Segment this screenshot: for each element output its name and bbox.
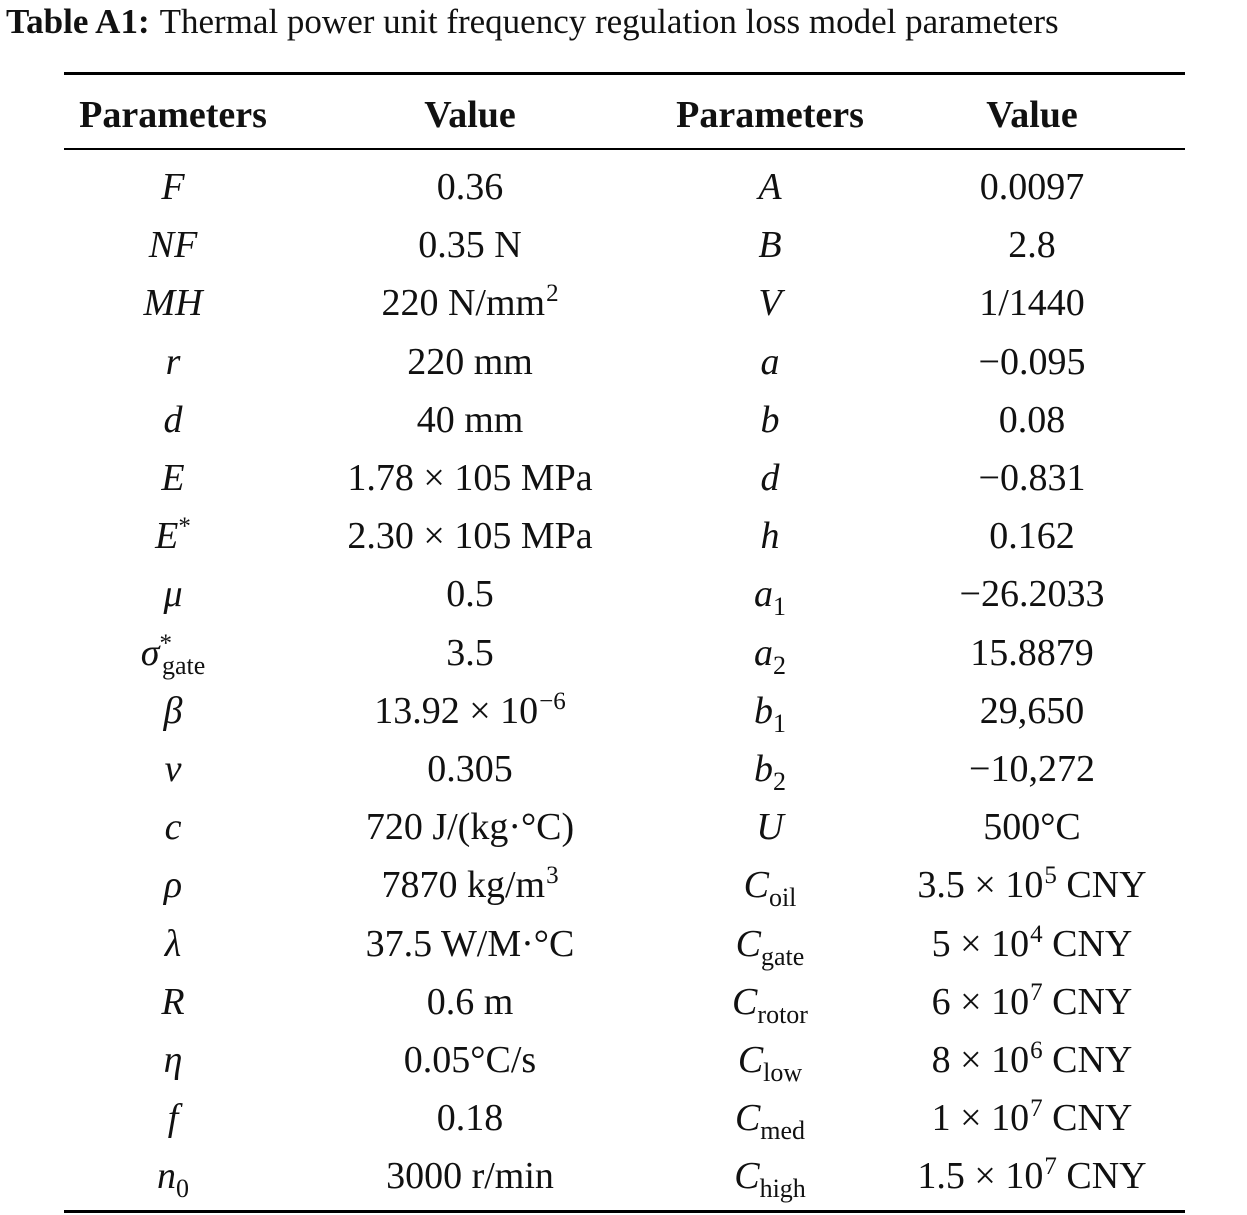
parameter-cell-base: h bbox=[760, 515, 780, 558]
value-cell-base: 6 × 10 bbox=[931, 980, 1030, 1023]
parameter-cell bbox=[64, 856, 282, 914]
value-cell bbox=[282, 565, 658, 623]
parameter-cell bbox=[64, 682, 282, 740]
parameter-cell bbox=[658, 682, 882, 740]
parameter-cell bbox=[64, 1147, 282, 1205]
value-cell bbox=[282, 973, 658, 1031]
value-cell-tail: CNY bbox=[1042, 1039, 1133, 1081]
value-cell-sup: 3 bbox=[546, 862, 559, 890]
parameter-cell bbox=[64, 449, 282, 507]
table-row bbox=[64, 740, 1185, 798]
value-cell bbox=[882, 682, 1182, 740]
column-header-value-1: Value bbox=[424, 94, 516, 136]
parameter-cell-sub: 0 bbox=[176, 1174, 189, 1204]
table-row bbox=[64, 216, 1185, 274]
value-cell-base: 220 mm bbox=[407, 340, 533, 383]
parameter-cell-base: β bbox=[163, 689, 183, 732]
table-row bbox=[64, 1147, 1185, 1205]
value-cell bbox=[882, 158, 1182, 216]
value-cell-base: 15.8879 bbox=[970, 631, 1094, 674]
table-row bbox=[64, 856, 1185, 914]
parameter-cell-base: c bbox=[164, 806, 182, 849]
column-header-parameters-1: Parameters bbox=[79, 94, 267, 136]
table-row bbox=[64, 915, 1185, 973]
value-cell-base: −10,272 bbox=[969, 748, 1095, 790]
value-cell-tail: CNY bbox=[1056, 864, 1147, 907]
value-cell-base: 0.162 bbox=[989, 515, 1075, 558]
parameter-cell-base: η bbox=[163, 1039, 183, 1081]
value-cell-base: 3.5 bbox=[446, 631, 494, 674]
parameter-cell bbox=[64, 216, 282, 274]
value-cell-base: −0.831 bbox=[978, 457, 1086, 499]
value-cell bbox=[282, 798, 658, 856]
value-cell-sup: 2 bbox=[546, 280, 559, 308]
parameter-cell bbox=[658, 624, 882, 682]
parameter-cell-base: b bbox=[760, 398, 780, 441]
table-caption-label: Table A1: bbox=[6, 2, 150, 41]
table-caption-text: Thermal power unit frequency regulation loss model parameters bbox=[159, 2, 1059, 41]
table-top-rule bbox=[64, 72, 1185, 75]
value-cell-sup: 6 bbox=[1030, 1037, 1043, 1064]
table-row bbox=[64, 973, 1185, 1031]
table-row bbox=[64, 1031, 1185, 1089]
value-cell bbox=[882, 856, 1182, 914]
parameter-cell-sub: 2 bbox=[773, 767, 786, 796]
value-cell-base: 0.18 bbox=[436, 1097, 504, 1140]
parameter-cell-base: C bbox=[734, 1097, 761, 1140]
parameter-cell-base: ν bbox=[164, 748, 182, 790]
value-cell-sup: 7 bbox=[1030, 978, 1043, 1006]
parameter-cell-base: f bbox=[167, 1097, 179, 1140]
value-cell-base: 29,650 bbox=[979, 689, 1085, 732]
table-row bbox=[64, 274, 1185, 332]
value-cell-base: 3.5 × 10 bbox=[917, 864, 1044, 907]
table-row bbox=[64, 798, 1185, 856]
parameter-cell bbox=[658, 158, 882, 216]
parameter-cell-base: C bbox=[737, 1039, 764, 1081]
parameter-cell bbox=[64, 1089, 282, 1147]
parameter-cell bbox=[658, 1031, 882, 1089]
column-header-value-2: Value bbox=[986, 94, 1078, 136]
parameter-cell-base: d bbox=[163, 398, 183, 441]
parameter-cell-sub: 2 bbox=[773, 650, 786, 680]
parameter-cell-base: C bbox=[743, 864, 769, 907]
parameter-cell-sub: 1 bbox=[773, 592, 786, 622]
parameter-cell-base: a bbox=[754, 631, 773, 674]
value-cell bbox=[282, 216, 658, 274]
value-cell-sup: 5 bbox=[1044, 862, 1057, 890]
value-cell bbox=[882, 507, 1182, 565]
parameter-cell-sub: high bbox=[759, 1174, 806, 1204]
parameter-cell bbox=[658, 1147, 882, 1205]
value-cell-base: 2.30 × 105 MPa bbox=[347, 515, 593, 558]
table-caption bbox=[6, 0, 1059, 44]
parameter-cell-base: d bbox=[760, 457, 780, 499]
parameter-cell-sub: rotor bbox=[757, 999, 808, 1029]
value-cell-base: 2.8 bbox=[1008, 224, 1056, 267]
value-cell bbox=[282, 1031, 658, 1089]
parameter-cell-base: F bbox=[161, 166, 185, 208]
value-cell-base: 8 × 10 bbox=[931, 1039, 1030, 1081]
value-cell-base: 720 J/(kg·°C) bbox=[365, 806, 575, 849]
table-row bbox=[64, 158, 1185, 216]
value-cell bbox=[282, 449, 658, 507]
value-cell-sup: 4 bbox=[1030, 920, 1043, 948]
value-cell bbox=[882, 740, 1182, 798]
parameter-cell bbox=[658, 973, 882, 1031]
value-cell-base: 13.92 × 10 bbox=[374, 689, 539, 732]
parameter-cell bbox=[658, 507, 882, 565]
value-cell bbox=[282, 856, 658, 914]
value-cell-tail: CNY bbox=[1042, 980, 1133, 1023]
parameter-cell-base: E bbox=[161, 457, 185, 499]
value-cell-sup: 7 bbox=[1044, 1153, 1057, 1181]
value-cell-base: 7870 kg/m bbox=[381, 864, 546, 907]
value-cell bbox=[882, 216, 1182, 274]
value-cell bbox=[282, 682, 658, 740]
value-cell bbox=[882, 798, 1182, 856]
value-cell bbox=[282, 1089, 658, 1147]
parameter-cell-base: n bbox=[157, 1155, 176, 1198]
parameter-cell-base: E bbox=[155, 515, 179, 558]
value-cell-base: 40 mm bbox=[416, 398, 524, 441]
column-header-parameters-2: Parameters bbox=[676, 94, 864, 136]
parameter-cell-sub: oil bbox=[768, 883, 797, 913]
value-cell bbox=[882, 333, 1182, 391]
parameter-cell bbox=[64, 333, 282, 391]
parameter-cell-sub: gate bbox=[761, 941, 805, 971]
parameter-cell-base: λ bbox=[164, 922, 182, 965]
parameter-cell-base: C bbox=[734, 1155, 760, 1198]
value-cell-base: 0.35 N bbox=[418, 224, 522, 267]
table-row bbox=[64, 449, 1185, 507]
value-cell-sup: 7 bbox=[1030, 1095, 1043, 1123]
value-cell-base: −0.095 bbox=[978, 340, 1086, 383]
parameter-cell bbox=[64, 391, 282, 449]
value-cell bbox=[282, 333, 658, 391]
value-cell-sup: −6 bbox=[539, 687, 566, 715]
table-row bbox=[64, 507, 1185, 565]
table-row bbox=[64, 391, 1185, 449]
table-row bbox=[64, 1089, 1185, 1147]
value-cell-base: 1/1440 bbox=[979, 282, 1085, 325]
table-row bbox=[64, 682, 1185, 740]
value-cell bbox=[882, 1031, 1182, 1089]
parameter-cell-base: V bbox=[758, 282, 782, 325]
parameter-cell-sup: * bbox=[159, 629, 172, 657]
value-cell-base: −26.2033 bbox=[959, 573, 1105, 616]
parameter-cell-sub: med bbox=[760, 1116, 806, 1146]
parameter-cell-base: B bbox=[758, 224, 782, 267]
parameter-cell bbox=[658, 1089, 882, 1147]
parameter-cell-base: r bbox=[165, 340, 181, 383]
parameter-cell bbox=[64, 565, 282, 623]
value-cell bbox=[882, 449, 1182, 507]
parameter-cell-base: a bbox=[760, 340, 780, 383]
parameter-cell-base: R bbox=[161, 980, 185, 1023]
value-cell bbox=[282, 507, 658, 565]
value-cell bbox=[882, 1089, 1182, 1147]
value-cell-base: 5 × 10 bbox=[931, 922, 1030, 965]
parameter-cell-sub: 1 bbox=[773, 708, 786, 738]
value-cell bbox=[282, 915, 658, 973]
value-cell-tail: CNY bbox=[1042, 922, 1133, 965]
table-row bbox=[64, 624, 1185, 682]
parameter-cell-base: a bbox=[754, 573, 773, 616]
parameter-cell-base: σ bbox=[140, 631, 160, 674]
parameter-cell bbox=[658, 856, 882, 914]
parameter-cell bbox=[658, 740, 882, 798]
parameter-cell bbox=[658, 449, 882, 507]
parameter-cell-sub: gate bbox=[161, 650, 206, 680]
parameter-cell-base: MH bbox=[143, 282, 203, 325]
table-header-rule bbox=[64, 148, 1185, 150]
value-cell-base: 0.36 bbox=[436, 166, 504, 208]
value-cell bbox=[282, 274, 658, 332]
value-cell bbox=[882, 565, 1182, 623]
value-cell bbox=[882, 1147, 1182, 1205]
parameter-cell bbox=[658, 333, 882, 391]
parameter-cell-base: A bbox=[758, 166, 782, 208]
value-cell bbox=[882, 973, 1182, 1031]
parameter-cell bbox=[64, 274, 282, 332]
parameter-cell-base: C bbox=[732, 980, 758, 1023]
value-cell-base: 220 N/mm bbox=[381, 282, 546, 325]
parameter-cell-base: b bbox=[754, 748, 773, 790]
parameter-cell bbox=[658, 274, 882, 332]
value-cell bbox=[882, 624, 1182, 682]
value-cell-base: 1 × 10 bbox=[931, 1097, 1030, 1140]
parameter-cell bbox=[658, 565, 882, 623]
parameter-cell bbox=[64, 740, 282, 798]
value-cell-base: 3000 r/min bbox=[386, 1155, 554, 1198]
value-cell-base: 1.78 × 105 MPa bbox=[347, 457, 593, 499]
parameter-cell-base: NF bbox=[148, 224, 198, 267]
parameter-cell bbox=[658, 216, 882, 274]
value-cell bbox=[282, 740, 658, 798]
value-cell-base: 1.5 × 10 bbox=[917, 1155, 1044, 1198]
value-cell-base: 500°C bbox=[983, 806, 1081, 849]
parameter-cell-sup: * bbox=[178, 513, 191, 541]
value-cell-base: 0.305 bbox=[427, 748, 513, 790]
value-cell bbox=[282, 1147, 658, 1205]
value-cell bbox=[882, 915, 1182, 973]
value-cell bbox=[882, 391, 1182, 449]
value-cell-base: 0.05°C/s bbox=[403, 1039, 537, 1081]
table-bottom-rule bbox=[64, 1210, 1185, 1213]
parameter-cell bbox=[64, 1031, 282, 1089]
parameter-cell bbox=[64, 915, 282, 973]
value-cell-base: 37.5 W/M·°C bbox=[365, 922, 575, 965]
value-cell-base: 0.6 m bbox=[426, 980, 514, 1023]
parameter-cell bbox=[64, 973, 282, 1031]
value-cell-base: 0.0097 bbox=[979, 166, 1085, 208]
parameter-cell-base: U bbox=[756, 806, 784, 849]
parameter-cell bbox=[658, 915, 882, 973]
value-cell-base: 0.5 bbox=[446, 573, 494, 616]
parameter-cell bbox=[64, 798, 282, 856]
parameter-cell bbox=[64, 624, 282, 682]
parameter-cell-sub: low bbox=[763, 1058, 803, 1087]
value-cell bbox=[282, 158, 658, 216]
parameter-cell-base: ρ bbox=[163, 864, 183, 907]
parameter-cell bbox=[64, 158, 282, 216]
table-row bbox=[64, 333, 1185, 391]
value-cell-tail: CNY bbox=[1056, 1155, 1147, 1198]
value-cell bbox=[282, 624, 658, 682]
value-cell bbox=[882, 274, 1182, 332]
value-cell-base: 0.08 bbox=[998, 398, 1066, 441]
value-cell-tail: CNY bbox=[1042, 1097, 1133, 1140]
parameter-cell-base: C bbox=[735, 922, 762, 965]
parameter-cell bbox=[658, 798, 882, 856]
table-row bbox=[64, 565, 1185, 623]
parameter-cell-base: μ bbox=[163, 573, 183, 616]
parameter-cell bbox=[64, 507, 282, 565]
parameter-cell bbox=[658, 391, 882, 449]
value-cell bbox=[282, 391, 658, 449]
parameter-cell-base: b bbox=[754, 689, 773, 732]
